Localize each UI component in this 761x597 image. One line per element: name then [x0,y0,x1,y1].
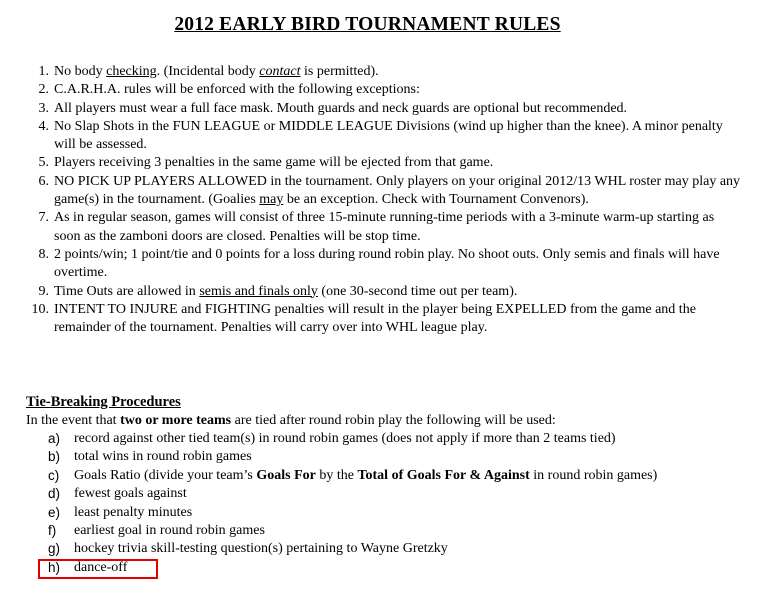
rule-text: No Slap Shots in the FUN LEAGUE or MIDDLE LEAGUE Divisions (wind up higher than the knee). A minor penalty will be assessed. [54,118,723,153]
intro-text: are tied after round robin play the following will be used: [231,413,556,428]
tiebreak-text: hockey trivia skill-testing question(s) pertaining to Wayne Gretzky [74,541,448,557]
rule-item [22,63,742,81]
rule-text: All players must wear a full face mask. Mouth guards and neck guards are optional but recommended. [54,100,628,116]
tiebreak-letter: a ) [48,430,60,448]
tiebreak-letter: e ) [48,504,60,522]
rule-number: 10 . [22,301,49,319]
tiebreak-item [48,448,657,466]
rule-text: Time Outs are allowed in [54,283,200,299]
rule-number: 4 . [22,118,49,136]
rule-item [22,209,742,246]
rule-number: 7 . [22,209,49,227]
tiebreak-list [48,430,657,577]
rule-item [22,173,742,210]
rule-item [22,154,742,172]
rule-item [22,301,742,338]
rule-number: 3 . [22,100,49,118]
tiebreak-item [48,540,657,558]
rule-emphasis-text: contact [259,64,301,79]
tiebreak-letter: f ) [48,522,56,540]
rule-text: be an exception. Check with Tournament Convenors). [283,192,589,208]
rule-underlined-text: may [259,192,284,208]
rule-item [22,283,742,301]
tiebreak-text: record against other tied team(s) in round robin games (does not apply if more than 2 teams tied) [74,431,616,446]
rule-text: NO PICK UP PLAYERS ALLOWED in the tournament. Only players on your original 2012/13 WHL roster may play any game(s) in the tournament. (Goalies [54,173,741,208]
tiebreak-letter: g ) [48,540,60,558]
rule-text: (one 30-second time out per team). [317,283,518,299]
tiebreak-letter: c ) [48,467,59,485]
rule-text: 2 points/win; 1 point/tie and 0 points for a loss during round robin play. No shoot outs. Only semis and finals will have overtime. [54,246,720,281]
rule-item [22,246,742,283]
intro-bold-text: two or more teams [120,413,232,428]
tiebreak-text: total wins in round robin games [74,449,252,465]
rule-text: . (Incidental body [156,64,260,79]
highlight-box [38,559,158,579]
rule-number: 2 . [22,81,49,99]
tiebreak-text: least penalty minutes [74,504,193,520]
rule-text: No body [54,64,107,79]
intro-text: In the event that [26,413,121,428]
rule-number: 1 . [22,63,49,81]
rule-text: As in regular season, games will consist of three 15-minute running-time periods with a 3-minute warm-up starting as soon as the zamboni doors are closed. Penalties will be stop time. [54,210,715,244]
rule-item [22,81,742,99]
rule-item [22,100,742,118]
rule-text: is permitted). [300,64,379,79]
rule-text: C.A.R.H.A. rules will be enforced with the following exceptions: [54,82,420,98]
tiebreak-letter: b ) [48,448,60,466]
tiebreak-intro [26,412,556,430]
tiebreak-letter: h ) [48,559,60,577]
tiebreak-bold-text: Total of Goals For & Against [357,467,530,483]
rule-underlined-text: semis and finals only [199,283,318,299]
page-title: 2012 EARLY BIRD TOURNAMENT RULES [174,14,561,35]
tiebreak-item [48,522,657,540]
tiebreak-text: earliest goal in round robin games [74,523,265,539]
tiebreak-text: by the [315,467,358,483]
rule-number: 5 . [22,154,49,172]
rule-underlined-text: checking [106,64,157,79]
tiebreak-item [48,485,657,503]
tiebreak-heading: Tie-Breaking Procedures [26,394,181,410]
tiebreak-bold-text: Goals For [256,467,316,483]
tiebreak-text: dance-off [74,559,128,575]
rule-item [22,118,742,155]
rule-text: Players receiving 3 penalties in the same game will be ejected from that game. [54,155,494,171]
rule-text: INTENT TO INJURE and FIGHTING penalties will result in the player being EXPELLED from the game and the remainder of the tournament. Penalties will carry over into WHL league play. [54,301,696,336]
rule-number: 6 . [22,173,49,191]
tiebreak-text: in round robin games) [529,467,658,483]
tiebreak-text: fewest goals against [74,486,187,502]
tiebreak-text: Goals Ratio (divide your team’s [74,467,257,483]
rule-number: 9 . [22,283,49,301]
tiebreak-item [48,467,657,485]
tiebreak-item [48,430,657,448]
rules-list [22,63,742,337]
tiebreak-letter: d ) [48,485,60,503]
rule-number: 8 . [22,246,49,264]
tiebreak-item [48,504,657,522]
